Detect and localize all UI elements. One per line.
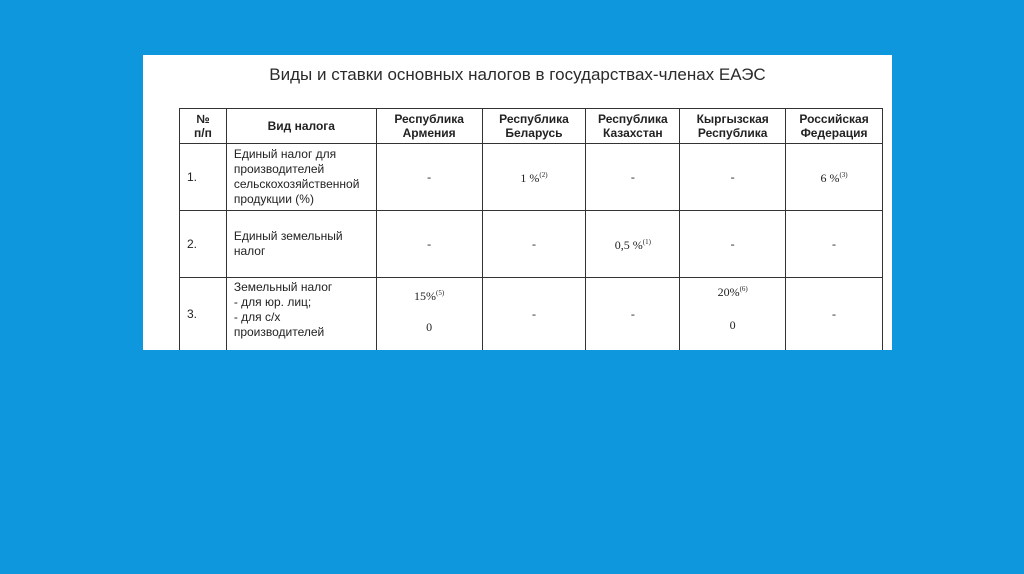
cell-armenia: 15%$^{(5)}$ 0 [376, 278, 482, 351]
tax-name: Единый земельный налог [226, 211, 376, 278]
header-russia: Российская Федерация [786, 109, 883, 144]
document-slide [143, 55, 892, 350]
table-title: Виды и ставки основных налогов в государствах-членах ЕАЭС [269, 65, 766, 84]
row-number: 1. [180, 144, 227, 211]
table-row [180, 211, 883, 278]
row-number: 3. [180, 278, 227, 351]
header-kazakhstan: Республика Казахстан [586, 109, 680, 144]
cell-russia: 6 %$^{(3)}$ [786, 144, 883, 211]
header-kyrgyz: Кыргызская Республика [680, 109, 786, 144]
tax-name: Единый налог для производителей сельскохозяйственной продукции (%) [226, 144, 376, 211]
tax-rates-table [179, 108, 883, 350]
cell-kazakhstan: 0,5 %$^{(1)}$ [586, 211, 680, 278]
cell-kyrgyz: - [680, 144, 786, 211]
tax-name: Земельный налог - для юр. лиц; - для с/х производителей [226, 278, 376, 351]
header-armenia: Республика Армения [376, 109, 482, 144]
cell-kyrgyz: - [680, 211, 786, 278]
cell-russia: - [786, 278, 883, 351]
cell-kyrgyz: 20%$^{(6)}$ 0 [680, 278, 786, 351]
cell-belarus: - [482, 211, 586, 278]
header-row [180, 109, 883, 144]
cell-belarus: - [482, 278, 586, 351]
cell-kazakhstan: - [586, 278, 680, 351]
table-row [180, 144, 883, 211]
cell-armenia: - [376, 211, 482, 278]
row-number: 2. [180, 211, 227, 278]
table-row [180, 278, 883, 351]
cell-kazakhstan: - [586, 144, 680, 211]
cell-belarus: 1 %$^{(2)}$ [482, 144, 586, 211]
header-num: № п/п [180, 109, 227, 144]
cell-armenia: - [376, 144, 482, 211]
header-belarus: Республика Беларусь [482, 109, 586, 144]
header-tax-type: Вид налога [226, 109, 376, 144]
cell-russia: - [786, 211, 883, 278]
